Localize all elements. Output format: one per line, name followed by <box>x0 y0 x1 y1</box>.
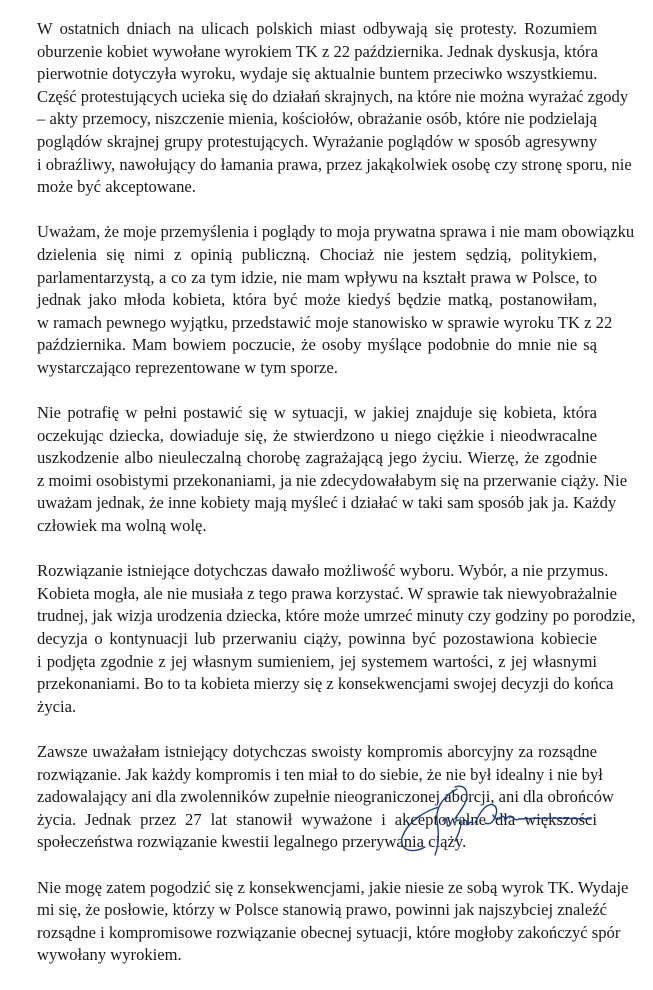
text-line: Kobieta mogła, ale nie musiała z tego prawa korzystać. W sprawie tak niewyobrażalnie <box>37 583 617 603</box>
text-line: Nie potrafię w pełni postawić się w sytuacji, w jakiej znajduje się kobieta, która <box>37 403 597 423</box>
paragraph <box>37 402 628 538</box>
text-line: Rozwiązanie istniejące dotychczas dawało możliwość wyboru. Wybór, a nie przymus. <box>37 561 609 581</box>
paragraph <box>37 877 629 967</box>
text-line: życia. <box>37 696 77 716</box>
text-line: trudnej, jak wizja urodzenia dziecka, które może umrzeć minuty czy godziny po porodzie, <box>37 606 636 626</box>
handwritten-signature-icon <box>395 785 595 860</box>
text-line: zadowalający ani dla zwolenników zupełnie nieograniczonej aborcji, ani dla obrońców <box>37 787 614 807</box>
text-line: Uważam, że moje przemyślenia i poglądy to moja prywatna sprawa i nie mam obowiązku <box>37 222 635 242</box>
text-line: Zawsze uważałam istniejący dotychczas swoisty kompromis aborcyjny za rozsądne <box>37 742 597 761</box>
text-line: Nie mogę zatem pogodzić się z konsekwencjami, jakie niesie ze sobą wyrok TK. Wydaje <box>37 877 629 897</box>
text-line: rozwiązanie. Jak każdy kompromis i ten miał to do siebie, że nie był idealny i nie był <box>37 764 603 784</box>
text-line: W ostatnich dniach na ulicach polskich miast odbywają się protesty. Rozumiem <box>37 19 597 38</box>
text-line: i obraźliwy, nawołujący do łamania prawa, przez jakąkolwiek osobę czy stronę sporu, nie <box>37 154 632 174</box>
text-line: dzielenia się nimi z opinią publiczną. Chociaż nie jestem sędzią, politykiem, <box>37 244 597 264</box>
text-line: października. Mam bowiem poczucie, że osoby myślące podobnie do mnie nie są <box>37 335 597 355</box>
text-line: parlamentarzystą, a co za tym idzie, nie mam wpływu na kształt prawa w Polsce, to <box>37 267 597 287</box>
text-line: jednak jako młoda kobieta, która być może kiedyś będzie matką, postanowiłam, <box>37 290 597 310</box>
text-line: i podjęta zgodnie z jej własnym sumieniem, jej systemem wartości, z jej własnymi <box>37 651 597 671</box>
text-line: uszkodzenie albo nieuleczalną chorobę zagrażającą jego życiu. Wierzę, że zgodnie <box>37 448 597 468</box>
paragraph <box>37 560 636 718</box>
text-line: rozsądne i kompromisowe rozwiązanie obecnej sytuacji, które mogłoby zakończyć spór <box>37 922 621 942</box>
paragraph <box>37 221 635 379</box>
text-line: Część protestujących ucieka się do działań skrajnych, na które nie można wyrażać zgody <box>37 86 629 106</box>
text-line: mi się, że posłowie, którzy w Polsce stanowią prawo, powinni jak najszybciej znaleźć <box>37 900 608 920</box>
text-line: z moimi osobistymi przekonaniami, ja nie zdecydowałabym się na przerwanie ciąży. Nie <box>37 470 628 490</box>
text-line: oburzenie kobiet wywołane wyrokiem TK z 22 października. Jednak dyskusja, która <box>37 41 598 61</box>
text-line: wystarczająco reprezentowane w tym sporze. <box>37 357 338 377</box>
text-line: pierwotnie dotyczyła wyroku, wydaje się aktualnie buntem przeciwko wszystkiemu. <box>37 64 598 84</box>
text-line: – akty przemocy, niszczenie mienia, kościołów, obrażanie osób, które nie podzielają <box>37 109 597 129</box>
paragraph <box>37 18 632 199</box>
text-line: społeczeństwa rozwiązanie kwestii legalnego przerywania ciąży. <box>37 832 467 852</box>
text-line: decyzja o kontynuacji lub przerwaniu ciąży, powinna być pozostawiona kobiecie <box>37 629 597 649</box>
text-line: poglądów skrajnej grupy protestujących. Wyrażanie poglądów w sposób agresywny <box>37 131 597 151</box>
text-line: oczekując dziecka, dowiaduje się, że stwierdzono u niego ciężkie i nieodwracalne <box>37 425 597 445</box>
text-line: życia. Jednak przez 27 lat stanowił wyważone i akceptowalne dla większości <box>37 809 597 829</box>
text-line: może być akceptowane. <box>37 177 196 197</box>
text-line: uważam jednak, że inne kobiety mają myśleć i działać w taki sam sposób jak ja. Każdy <box>37 493 617 513</box>
text-line: przekonaniami. Bo to ta kobieta mierzy się z konsekwencjami swojej decyzji do końca <box>37 674 614 694</box>
text-line: człowiek ma wolną wolę. <box>37 516 207 536</box>
text-line: w ramach pewnego wyjątku, przedstawić moje stanowisko w sprawie wyroku TK z 22 <box>37 312 613 332</box>
text-line: wywołany wyrokiem. <box>37 945 182 965</box>
